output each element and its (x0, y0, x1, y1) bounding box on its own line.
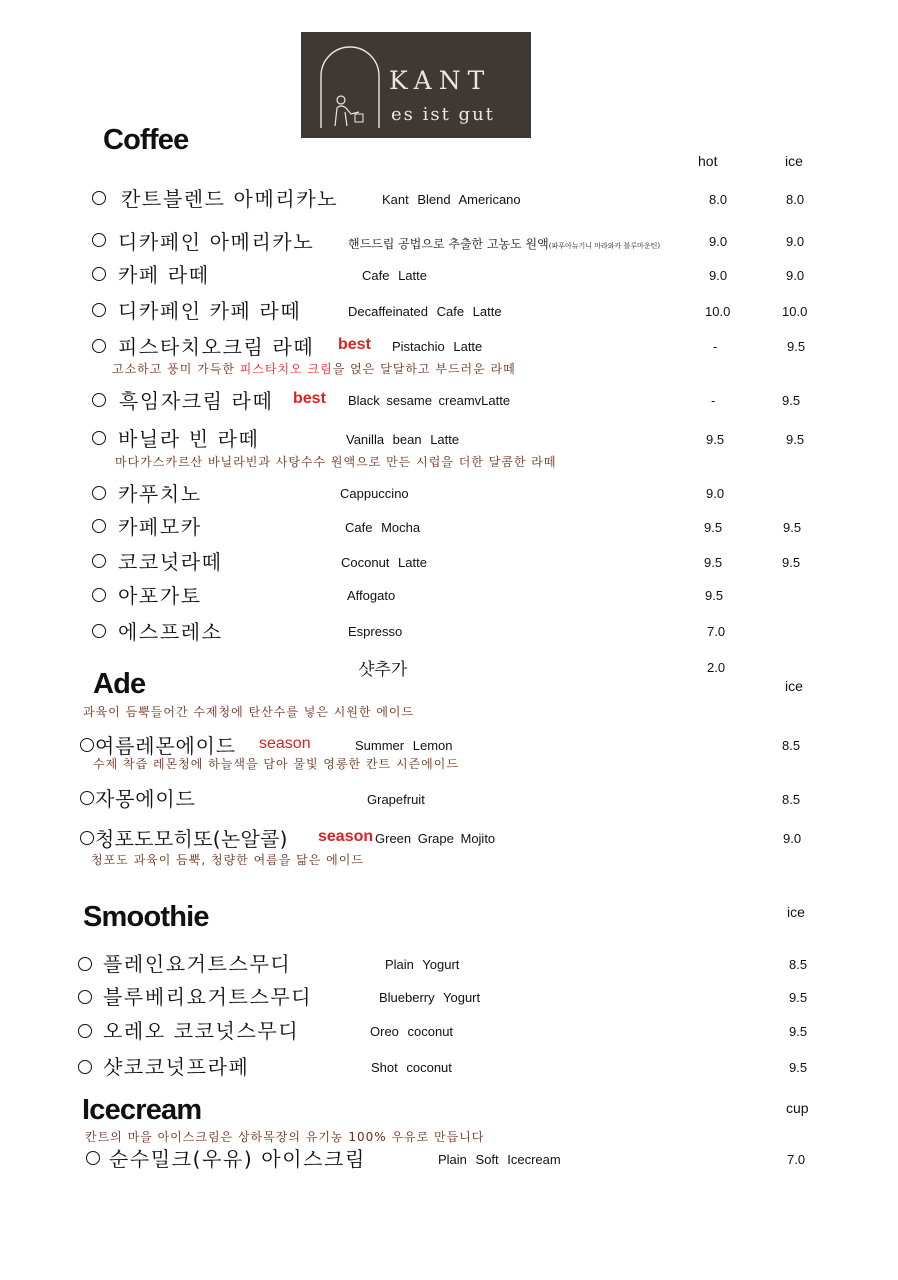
checkbox[interactable] (92, 486, 106, 500)
item-english: Black sesame creamvLatte (348, 393, 511, 408)
checkbox[interactable] (92, 431, 106, 445)
item-english: Plain Soft Icecream (438, 1152, 561, 1167)
price-ice: 8.5 (782, 792, 801, 807)
checkbox[interactable] (92, 267, 106, 281)
icecream-cup-header: cup (786, 1100, 809, 1116)
price-hot: 8.0 (709, 192, 728, 207)
best-badge: best (338, 336, 371, 353)
price-hot: 7.0 (707, 624, 726, 639)
price-ice: 9.0 (786, 268, 805, 283)
item-name: 코코넛라떼 (118, 550, 223, 574)
price-ice: 9.5 (782, 555, 801, 570)
kant-logo (301, 32, 531, 138)
price-ice: 8.0 (786, 192, 805, 207)
item-name: 자몽에이드 (95, 787, 196, 811)
item-english: Plain Yogurt (385, 957, 460, 972)
item-name: 디카페인 아메리카노 (118, 230, 315, 254)
price-ice: 9.0 (786, 234, 805, 249)
item-english: Kant Blend Americano (382, 192, 521, 207)
item-english: Cafe Mocha (345, 520, 421, 535)
item-english: Affogato (347, 588, 396, 603)
item-name: 바닐라 빈 라떼 (118, 427, 260, 451)
item-description: 마다가스카르산 바닐라빈과 사탕수수 원액으로 만든 시럽을 더한 달콤한 라떼 (115, 455, 557, 469)
price-hot: 9.5 (704, 555, 723, 570)
ade-title: Ade (93, 668, 146, 700)
item-english: Green Grape Mojito (375, 831, 496, 846)
price-ice: 9.5 (783, 520, 802, 535)
price-hot: 9.0 (709, 234, 728, 249)
price-hot: 9.5 (705, 588, 724, 603)
extra-shot-label: 샷추가 (358, 660, 408, 680)
item-name: 순수밀크(우유) 아이스크림 (109, 1147, 366, 1171)
checkbox[interactable] (80, 831, 94, 845)
checkbox[interactable] (78, 1024, 92, 1038)
item-name: 플레인요거트스무디 (103, 952, 292, 976)
coffee-title: Coffee (103, 124, 189, 156)
season-badge: season (318, 828, 374, 845)
item-english: Cappuccino (340, 486, 409, 501)
item-name: 흑임자크림 라떼 (119, 389, 274, 413)
item-english: Summer Lemon (355, 738, 453, 753)
item-description: 수제 착즙 레몬청에 하늘색을 담아 물빛 영롱한 칸트 시즌에이드 (93, 757, 459, 771)
checkbox[interactable] (80, 791, 94, 805)
logo-name: KANT (389, 66, 492, 95)
item-english: Shot coconut (371, 1060, 452, 1075)
item-english: Coconut Latte (341, 555, 427, 570)
item-description: 고소하고 풍미 가득한 피스타치오 크림을 얹은 달달하고 부드러운 라떼 (112, 362, 516, 376)
item-english: Grapefruit (367, 792, 425, 807)
item-name: 칸트블렌드 아메리카노 (121, 187, 339, 211)
item-name: 피스타치오크림 라떼 (118, 335, 315, 359)
ade-ice-header: ice (785, 678, 803, 694)
price-ice: 9.5 (789, 1060, 808, 1075)
smoothie-ice-header: ice (787, 904, 805, 920)
smoothie-title: Smoothie (83, 901, 209, 933)
price-ice: 9.5 (782, 393, 801, 408)
checkbox[interactable] (78, 957, 92, 971)
extra-shot-price: 2.0 (707, 660, 726, 675)
item-description: 핸드드립 공법으로 추출한 고농도 원액(파푸아뉴기니 마라와카 블루마운틴) (348, 237, 661, 251)
item-name: 디카페인 카페 라떼 (118, 299, 302, 323)
logo-tagline: es ist gut (391, 104, 495, 125)
price-ice: 8.5 (782, 738, 801, 753)
item-english: Decaffeinated Cafe Latte (348, 304, 502, 319)
arch-figure-icon (315, 42, 385, 130)
item-name: 아포가토 (118, 584, 202, 608)
item-name: 카페 라떼 (118, 263, 210, 287)
checkbox[interactable] (92, 191, 106, 205)
checkbox[interactable] (92, 303, 106, 317)
price-ice: 9.5 (789, 1024, 808, 1039)
price-cup: 7.0 (787, 1152, 806, 1167)
item-english: Vanilla bean Latte (346, 432, 460, 447)
item-description: 청포도 과육이 듬뿍, 청량한 여름을 닮은 에이드 (91, 853, 364, 867)
checkbox[interactable] (92, 554, 106, 568)
price-hot: 10.0 (705, 304, 731, 319)
price-ice: 9.5 (787, 339, 806, 354)
item-name: 여름레몬에이드 (95, 734, 236, 758)
item-name: 청포도모히또(논알콜) (95, 827, 288, 851)
item-english: Oreo coconut (370, 1024, 454, 1039)
checkbox[interactable] (92, 233, 106, 247)
checkbox[interactable] (80, 738, 94, 752)
checkbox[interactable] (78, 1060, 92, 1074)
item-name: 카푸치노 (118, 482, 202, 506)
season-badge: season (259, 735, 311, 752)
price-hot: 9.5 (706, 432, 725, 447)
item-english: Espresso (348, 624, 403, 639)
item-name: 카페모카 (118, 515, 202, 539)
item-english: Cafe Latte (362, 268, 427, 283)
price-hot: 9.0 (706, 486, 725, 501)
price-ice: 9.0 (783, 831, 802, 846)
price-hot: 9.0 (709, 268, 728, 283)
item-name: 블루베리요거트스무디 (103, 985, 313, 1009)
item-english: Pistachio Latte (392, 339, 483, 354)
price-ice: 9.5 (789, 990, 808, 1005)
coffee-ice-header: ice (785, 153, 803, 169)
price-hot: 9.5 (704, 520, 723, 535)
checkbox[interactable] (92, 393, 106, 407)
coffee-hot-header: hot (698, 153, 718, 169)
checkbox[interactable] (92, 588, 106, 602)
item-name: 에스프레소 (118, 620, 223, 644)
checkbox[interactable] (86, 1151, 100, 1165)
item-english: Blueberry Yogurt (379, 990, 481, 1005)
price-ice: 10.0 (782, 304, 808, 319)
checkbox[interactable] (92, 339, 106, 353)
checkbox[interactable] (92, 624, 106, 638)
item-name: 오레오 코코넛스무디 (103, 1019, 300, 1043)
icecream-intro: 칸트의 마을 아이스크림은 상하목장의 유기농 100% 우유로 만듭니다 (85, 1130, 485, 1144)
ade-intro: 과육이 듬뿍들어간 수제청에 탄산수를 넣은 시원한 에이드 (83, 705, 415, 719)
price-hot: - (711, 393, 716, 408)
price-ice: 9.5 (786, 432, 805, 447)
item-name: 샷코코넛프라페 (103, 1055, 250, 1079)
icecream-title: Icecream (82, 1094, 202, 1126)
best-badge: best (293, 390, 326, 407)
checkbox[interactable] (78, 990, 92, 1004)
price-hot: - (713, 339, 718, 354)
price-ice: 8.5 (789, 957, 808, 972)
checkbox[interactable] (92, 519, 106, 533)
